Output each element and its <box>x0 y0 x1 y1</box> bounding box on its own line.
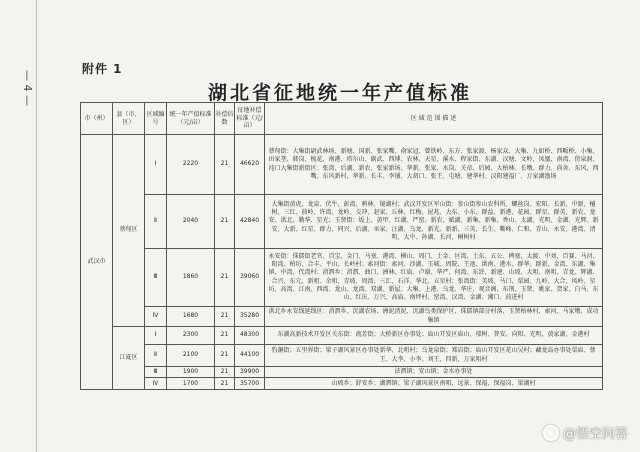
header-comp: 征地补偿标准（元/亩） <box>235 103 265 135</box>
zone-desc: 蔡甸街：大集街尉武林场、新塘、国新、张家嘴、俞家冠、曾铁岭、东方、张家渡、杨家众、大集、九如桥、西畈桥、小集、田家垄、韩岗、梳花、南港、塔尔山、副武、西博、农林、天星、溪水、程家街、东湖、汉塘、文岭、凤凰、南湾、傍泉洞、沌口大集街新街区：张湾、后湖、新农、张家新场、华新、张家、水岗、关帝、后园、大柏林、长墩、群力、尚舍、东风、西嘴、东风新村、华新、长丰、李铺、大胡口、张王、屯塘、建华村、汉阳建福厂、万家湖渔场 <box>265 135 603 195</box>
zone-value: 1860 <box>167 249 215 307</box>
zone-multiplier: 21 <box>215 249 235 307</box>
zone-no: Ⅳ <box>145 378 167 390</box>
zone-multiplier: 21 <box>215 367 235 378</box>
zone-comp: 35700 <box>235 378 265 390</box>
standards-table <box>80 102 603 390</box>
zone-no: Ⅲ <box>145 367 167 378</box>
zone-multiplier: 21 <box>215 307 235 327</box>
zone-no: Ⅱ <box>145 345 167 367</box>
header-county: 县（市、区） <box>113 103 145 135</box>
zone-no: Ⅰ <box>145 135 167 195</box>
zone-comp: 35280 <box>235 307 265 327</box>
table-row <box>81 345 603 367</box>
header-desc: 区 域 范 围 描 述 <box>265 103 603 135</box>
table-row <box>81 135 603 195</box>
table-row <box>81 307 603 327</box>
zone-desc: 法泗镇；安山镇；金水办事处 <box>265 367 603 378</box>
zone-comp: 39060 <box>235 249 265 307</box>
zone-no: Ⅳ <box>145 307 167 327</box>
zone-value: 1900 <box>167 367 215 378</box>
city-cell: 武汉市 <box>81 135 113 390</box>
table-row <box>81 249 603 307</box>
zone-comp: 42840 <box>235 195 265 249</box>
zone-multiplier: 21 <box>215 135 235 195</box>
watermark-text: @悟空问答 <box>562 427 628 442</box>
zone-multiplier: 21 <box>215 378 235 390</box>
zone-value: 1700 <box>167 378 215 390</box>
header-multiplier: 补偿倍数 <box>215 103 235 135</box>
district-cell: 蔡甸区 <box>113 135 145 327</box>
zone-no: Ⅰ <box>145 327 167 345</box>
district-cell: 江夏区 <box>113 327 145 390</box>
attachment-label: 附件 1 <box>82 62 123 76</box>
table-row <box>81 195 603 249</box>
zone-value: 2040 <box>167 195 215 249</box>
page-number: — 4 — <box>21 70 34 106</box>
zone-desc: 永安街：侏儒街老官、百宝、金门、马塞、港湾、横山、周门、土金、区湾、土东、五公、稗塞、太渡、中刘、百赛、马河、阳湾、柏坊、合丰、平山、长岭村；索河街：索河、沙湖、玉城、周院、王池、洪南、港水、群华、群新、金湾、东湖、集镇、中湾、代湾村；消泗乡：消泗、曲口、洲林、红庙、卢谢、华严、何湾、东浒、新建、山坡、大咀、南咀、青龙、辉湖、合兴、东元、新咀、余咀、青坡、周湾、三汇、石洋、华北、五星村；张湾街：美坡、马口、栗园、九岭、大合、凤岭、星坊、高湾、江南、西湾、龙山、龙湾、双湖、新屋、大集、上港、乌龙、华庄、观音阁、东荆、玉贤、姚家、贺家、白马、东山、红庆、万兴、高庙、南坪村、窑湾、汉湾、金湖、湘口、前进村 <box>265 249 603 307</box>
zone-value: 2100 <box>167 345 215 367</box>
zone-multiplier: 21 <box>215 195 235 249</box>
zone-desc: 豹澥街；五里界街；梁子湖风景区办事处新华、北咀村；乌龙泉街；郑店街；庙山开发区花山吴村；藏龙岛办事处栗庙、蔡王、大李、小李、刘王、四新、万家咀村 <box>265 345 603 367</box>
zone-comp: 46620 <box>235 135 265 195</box>
table-row <box>81 327 603 345</box>
chat-bubble-icon <box>543 425 559 441</box>
zone-desc: 大集街黄虎、龙泉、伏牛、彭湾、鸦林、镜湖村；武汉开发区军山街：参山街参山农科所、螺丝岗、宏阳、长新、中原、檀树、三红、前岭、许湾、龙岭、交冲、赵家、丘林、红梅、昆兆、大东、小东、群益、新港、花园、群星、群英、新农、龙安、洪北、勤华、星光；玉贤街：坂上、黄甲、红湖、严窑、新农、斌湖、新集、新集、香山、太湖、光明、金湖、光辉、新安、大新、红星、群力、同兴、后湖、巫家、汪湖、乌龙、新光、新新、三英、长生、嘶峰、仁和、青山、永安、港湾、清明、大中、孙湖、长河、桐树村 <box>265 195 603 249</box>
zone-desc: 洪北乡永安线延线区：消泗乡、沉湖农场、洲泥渣泥、沉湖鸟类保护区、侏儒镇部分村落、玉贤柏林村、索河、马家墩、成功集镇 <box>265 307 603 327</box>
zone-comp: 48300 <box>235 327 265 345</box>
zone-multiplier: 21 <box>215 327 235 345</box>
zone-no: Ⅱ <box>145 195 167 249</box>
header-zone-no: 区域编号 <box>145 103 167 135</box>
zone-desc: 东湖高新技术开发区关东街：流芳街；大桥新区办事处；庙山开发区庙山、邬树、普安、向阳、光明、黄家湖、金港村 <box>265 327 603 345</box>
document-title: 湖北省征地统一年产值标准 <box>207 82 472 104</box>
table-row <box>81 378 603 390</box>
margin-rule <box>36 0 37 452</box>
table-row <box>81 367 603 378</box>
zone-value: 2300 <box>167 327 215 345</box>
header-city: 市（州） <box>81 103 113 135</box>
zone-value: 2220 <box>167 135 215 195</box>
zone-comp: 44100 <box>235 345 265 367</box>
zone-desc: 山坡乡；舒安乡；湖泗镇；梁子湖风景区南咀、远景、保福、保福岗、梁湖村 <box>265 378 603 390</box>
table-header-row <box>81 103 603 135</box>
header-value: 统一年产值标准（元/亩） <box>167 103 215 135</box>
zone-value: 1680 <box>167 307 215 327</box>
zone-multiplier: 21 <box>215 345 235 367</box>
watermark <box>543 423 628 442</box>
zone-comp: 39900 <box>235 367 265 378</box>
zone-no: Ⅲ <box>145 249 167 307</box>
